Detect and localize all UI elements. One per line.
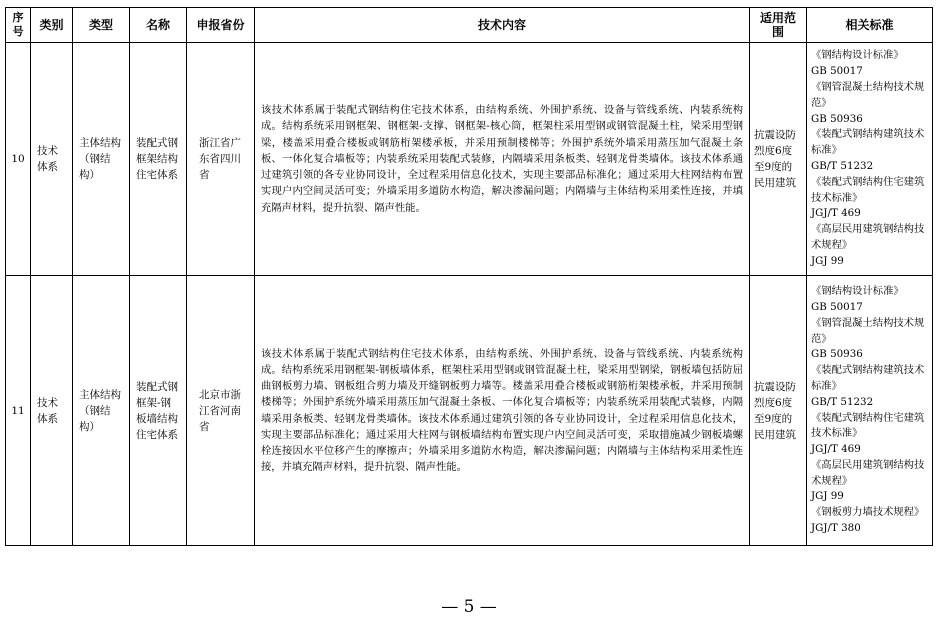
standard-item: JGJ/T 469 — [811, 443, 861, 456]
standard-item: 《钢板剪力墙技术规程》JGJ/T 380 — [811, 506, 925, 535]
standard-item: JGJ 99 — [811, 254, 844, 267]
standard-item: 《装配式钢结构住宅建筑技术标准》 — [811, 411, 925, 440]
row-type: 主体结构（钢结构） — [73, 43, 130, 276]
standard-item: 《钢管混凝土结构技术规范》 — [811, 81, 925, 109]
standard-item: GB 50017 — [811, 300, 863, 313]
row-no: 11 — [6, 276, 31, 546]
row-category: 技术体系 — [31, 43, 73, 276]
row-scope: 抗震设防烈度6度至9度的民用建筑 — [750, 276, 807, 546]
header-province: 申报省份 — [187, 8, 255, 43]
standard-item: GB/T 51232 — [811, 160, 874, 172]
standard-item: 《装配式钢结构建筑技术标准》 — [811, 128, 925, 157]
standard-item: GB 50936 — [811, 348, 863, 361]
row-standards — [807, 276, 933, 546]
standard-item: GB 50936 — [811, 112, 863, 125]
row-name: 装配式钢框架-钢板墙结构住宅体系 — [130, 276, 187, 546]
standard-item: 《钢管混凝土结构技术规范》 — [811, 316, 925, 345]
standard-item: 《装配式钢结构住宅建筑技术标准》 — [811, 175, 925, 204]
row-category: 技术体系 — [31, 276, 73, 546]
header-content: 技术内容 — [255, 8, 750, 43]
standard-item: GB 50017 — [811, 65, 863, 78]
table-header-row — [6, 8, 933, 43]
technology-table — [5, 7, 933, 546]
standard-item: 《高层民用建筑钢结构技术规程》 — [811, 458, 925, 487]
header-standards: 相关标准 — [807, 8, 933, 43]
header-no: 序号 — [6, 8, 31, 43]
row-scope: 抗震设防烈度6度至9度的民用建筑 — [750, 43, 807, 276]
row-province: 浙江省广东省四川省 — [187, 43, 255, 276]
standard-item: GB/T 51232 — [811, 395, 874, 408]
header-scope: 适用范围 — [750, 8, 807, 43]
row-no: 10 — [6, 43, 31, 276]
row-name: 装配式钢框架结构住宅体系 — [130, 43, 187, 276]
row-province: 北京市浙江省河南省 — [187, 276, 255, 546]
standard-item: JGJ 99 — [811, 490, 844, 503]
page-number: — 5 — — [441, 597, 497, 617]
header-name: 名称 — [130, 8, 187, 43]
row-type: 主体结构（钢结构） — [73, 276, 130, 546]
table-row — [6, 43, 933, 276]
row-content: 该技术体系属于装配式钢结构住宅技术体系，由结构系统、外围护系统、设备与管线系统、内装系统构成。结构系统采用钢框架-钢板墙体系，框架柱采用型钢或钢管混凝土柱，梁采用型钢梁，钢板墙包括防屈曲钢板剪力墙、钢板组合剪力墙及开缝钢板剪力墙等。楼盖采用叠合楼板或钢筋桁架楼承板，并采用预制楼梯等；外围护系统外墙采用蒸压加气混凝土条板、一体化复合墙板等；内装系统采用装配式装修，内隔墙采用条板类、轻钢龙骨类墙体。该技术体系通过建筑引领的各专业协同设计，全过程采用信息化技术，实现主要部品标准化；通过采用大柱网与钢板墙结构布置实现户内空间灵活可变，采取措施减少钢板墙螺栓连接因水平位移产生的摩擦声；外墙采用多道防水构造，解决渗漏问题；内隔墙与主体结构采用柔性连接，并填充隔声材料，提升抗裂、隔声性能。 — [255, 276, 750, 546]
row-standards — [807, 43, 933, 276]
header-category: 类别 — [31, 8, 73, 43]
standard-item: 《装配式钢结构建筑技术标准》 — [811, 364, 925, 392]
table-row — [6, 276, 933, 546]
header-type: 类型 — [73, 8, 130, 43]
standard-item: 《钢结构设计标准》 — [811, 49, 904, 62]
standard-item: JGJ/T 469 — [811, 207, 861, 220]
standard-item: 《高层民用建筑钢结构技术规程》 — [811, 223, 925, 251]
standard-item: 《钢结构设计标准》 — [811, 285, 904, 298]
row-content: 该技术体系属于装配式钢结构住宅技术体系，由结构系统、外围护系统、设备与管线系统、内装系统构成。结构系统采用钢框架、钢框架-支撑、钢框架-核心筒，框架柱采用型钢或钢管混凝土柱，梁采用型钢梁，楼盖采用叠合楼板或钢筋桁架楼承板，并采用预制楼梯等；外围护系统外墙采用蒸压加气混凝土条板、一体化复合墙板等；内装系统采用装配式装修，内隔墙采用条板类、轻钢龙骨类墙体。该技术体系通过建筑引领的各专业协同设计，全过程采用信息化技术，实现主要部品标准化；通过采用大柱网结构布置实现户内空间灵活可变；外墙采用多道防水构造，解决渗漏问题；内隔墙与主体结构采用柔性连接，并填充隔声材料，提升抗裂、隔声性能。 — [255, 43, 750, 276]
